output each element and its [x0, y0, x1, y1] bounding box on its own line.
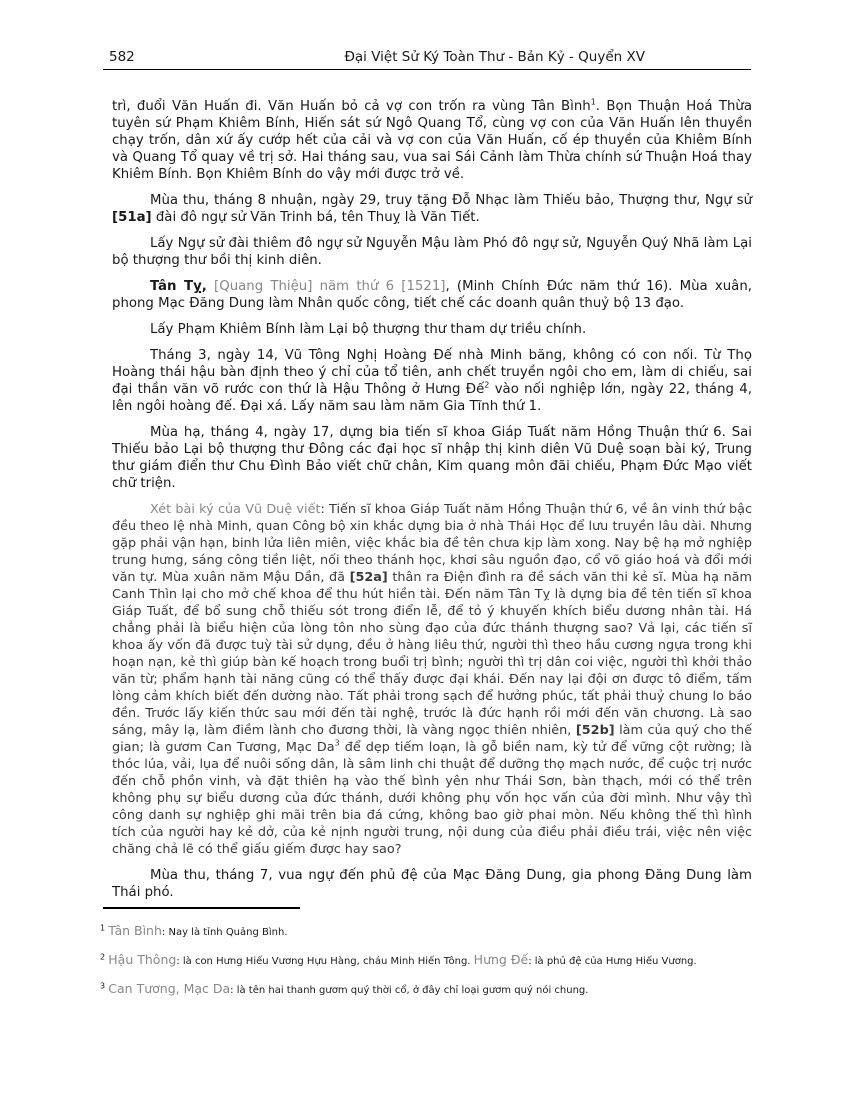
commentary-text-c: làm của quý cho thế gian; là gươm Can Tương, Mạc Da: [112, 723, 752, 755]
commentary-text-d: để dẹp tiếm loạn, là gỗ biền nam, kỳ tử để vững cột rường; là thóc lúa, vải, lụa để nuôi sống dân, là sâm linh chi thuật để dưỡng thọ mạch nước, để cuộc trị nước đến chỗ phồn vinh, và đặt thiên hạ vào thế bình yên như Thái Sơn, bàn thạch, mới có thể trên không phụ sự biểu dương của đức thánh, dưới không phụ vốn học vấn của đời mình. Như vậy thì công danh sự nghiệp ghi mãi trên bia đá cứng, không bao giờ phai mòn. Nếu không thế thì hình tích của người hay kẻ dở, của kẻ nịnh người trung, nội dung của điều phải điều trái, việc nên việc chăng chả lẽ có thể giấu giếm được hay sao?: [112, 740, 752, 857]
footnote-term: Can Tương, Mạc Da: [108, 981, 231, 996]
paragraph-2-text-a: Mùa thu, tháng 8 nhuận, ngày 29, truy tặng Đỗ Nhạc làm Thiếu bảo, Thượng thư, Ngự sử: [150, 193, 752, 208]
commentary-text-b: thân ra Điện đình ra đề sách văn thi kẻ sĩ. Mùa hạ năm Canh Thìn lại cho mở chế khoa để thu hút hiền tài. Đến năm Tân Tỵ là dựng bia đề tên tiến sĩ khoa Giáp Tuất, để bổ sung chỗ thiếu sót trong điển lễ, để tỏ ý khuyến khích biểu dương nhân tài. Há chẳng phải là biểu hiện của lòng tôn nho sùng đạo của đức thánh thượng sao? Vả lại, các tiến sĩ khoa ấy vốn đã được tuỳ tài sử dụng, đều ở hàng liêu thứ, người thì theo hầu cương ngựa trong khi hoạn nạn, kẻ thì giúp bàn kế hoạch trong buổi trị bình; người thì trị dân coi việc, người thì khởi thảo văn từ; phẩm hạnh tài năng cũng có thể thấy được đại khái. Đến nay lại đội ơn được tô điểm, tấm lòng cảm khích biết đến dường nào. Tất phải trong sạch để hưởng phúc, tất phải thuỷ chung lo báo đền. Trước lấy kiến thức sau mới đến tài nghệ, trước là đức hạnh rồi mới đến văn chương. Là sao sáng, mây lạ, làm điềm lành cho đương thời, là vàng ngọc thiên nhiên,: [112, 570, 752, 738]
paragraph-4-text: , (Minh Chính Đức năm thứ 16). Mùa xuân, phong Mạc Đăng Dung làm Nhân quốc công, tiết chế các doanh quân thuỷ bộ 13 đạo.: [112, 279, 752, 311]
footnote-number: 1: [100, 923, 106, 933]
footnote-text: : là con Hưng Hiếu Vương Hựu Hàng, cháu Minh Hiến Tông.: [176, 956, 474, 967]
paragraph-3: Lấy Ngự sử đài thiêm đô ngự sử Nguyễn Mậu làm Phó đô ngự sử, Nguyễn Quý Nhã làm Lại bộ thượng thư bồi thị kinh diên.: [112, 236, 752, 268]
commentary-lead: Xét bài ký của Vũ Duệ viết: [150, 502, 321, 517]
running-title: Đại Việt Sử Ký Toàn Thư - Bản Kỷ - Quyển XV: [344, 49, 645, 65]
page-number: 582: [109, 49, 135, 65]
main-text: [112, 98, 752, 910]
footnote-text: : Nay là tỉnh Quảng Bình.: [161, 927, 288, 938]
footnote-ref-1[interactable]: 1: [590, 97, 596, 107]
folio-marker-51a: [51a]: [112, 210, 152, 225]
paragraph-2: [112, 192, 752, 226]
year-heading: Tân Tỵ,: [150, 279, 207, 294]
paragraph-7: Mùa hạ, tháng 4, ngày 17, dựng bia tiến sĩ khoa Giáp Tuất năm Hồng Thuận thứ 6. Sai Thiếu bảo Lại bộ thượng thư Đông các đại học sĩ nhập thị kinh diên Vũ Duệ soạn bài ký, Trung thư giám điển thư Chu Đình Bảo viết chữ chân, Kim quang môn đãi chiếu, Phạm Đức Mạo viết chữ triện.: [112, 425, 752, 491]
footnote-3: [100, 982, 750, 998]
footnotes: [100, 924, 750, 1011]
footnote-divider: [103, 907, 300, 909]
footnote-text: : là tên hai thanh gươm quý thời cổ, ở đây chỉ loại gươm quý nói chung.: [230, 985, 589, 996]
page-header: [103, 47, 751, 70]
folio-marker-52a: [52a]: [349, 570, 388, 585]
paragraph-5: Lấy Phạm Khiêm Bính làm Lại bộ thượng thư tham dự triều chính.: [150, 322, 587, 337]
commentary-block: [112, 501, 752, 858]
footnote-number: 2: [100, 952, 106, 962]
footnote-term: Hậu Thông: [108, 952, 177, 967]
footnote-1: [100, 924, 750, 940]
paragraph-6: [112, 347, 752, 415]
footnote-ref-3[interactable]: 3: [334, 738, 340, 748]
footnote-2: [100, 953, 750, 969]
paragraph-4: [112, 278, 752, 312]
footnote-term-2: Hưng Đế: [473, 952, 529, 967]
footnote-ref-2[interactable]: 2: [484, 380, 490, 390]
paragraph-1: [112, 98, 752, 183]
commentary-text-a: : Tiến sĩ khoa Giáp Tuất năm Hồng Thuận thứ 6, về ân vinh thứ bậc đều theo lệ nhà Minh, quan Công bộ xin khắc dựng bia ở nhà Thái Học để lưu truyền lâu dài. Nhưng gặp phải vận hạn, binh lửa liên miên, việc khắc bia đề tên chưa kịp làm xong. Nay bệ hạ mở nghiệp trung hưng, sáng công tiền liệt, nối theo thánh học, khơi sâu nguồn đạo, cổ võ giáo hoá và đổi mới văn tự. Mùa xuân năm Mậu Dần, đã: [112, 502, 753, 585]
footnote-number: 3: [100, 981, 106, 991]
footnote-text-2: : là phủ đệ của Hưng Hiếu Vương.: [528, 956, 697, 967]
paragraph-6-text-a: Tháng 3, ngày 14, Vũ Tông Nghị Hoàng Đế nhà Minh băng, không có con nối. Từ Thọ Hoàng thái hậu bàn định theo ý chỉ của tổ tiên, anh chết truyền ngôi cho em, làm di chiếu, sai đại thần văn võ rước con thứ là Hậu Thông ở Hưng Đế: [112, 348, 752, 397]
paragraph-8: Mùa thu, tháng 7, vua ngự đến phủ đệ của Mạc Đăng Dung, gia phong Đăng Dung làm Thái phó.: [112, 868, 752, 900]
paragraph-1-text-b: . Bọn Thuận Hoá Thừa tuyên sứ Phạm Khiêm Bính, Hiến sát sứ Ngô Quang Tổ, cùng vợ con của Văn Huấn lên thuyền chạy trốn, dân xứ ấy cướp hết của cải và vợ con của Văn Huấn, cố ép thuyền của Khiêm Bính và Quang Tổ quay về trị sở. Hai tháng sau, vua sai Sái Cảnh làm Thừa chính sứ Thuận Hoá thay Khiêm Bính. Bọn Khiêm Bính do vậy mới được trở về.: [112, 99, 752, 182]
paragraph-6-text-b: vào nối nghiệp lớn, ngày 22, tháng 4, lên ngôi hoàng đế. Đại xá. Lấy năm sau làm năm Gia Tĩnh thứ 1.: [112, 382, 752, 414]
folio-marker-52b: [52b]: [575, 723, 615, 738]
paragraph-1-text-a: trì, đuổi Văn Huấn đi. Văn Huấn bỏ cả vợ con trốn ra vùng Tân Bình: [112, 99, 591, 114]
paragraph-2-text-b: đài đô ngự sử Văn Trinh bá, tên Thuỵ là Văn Tiết.: [151, 210, 480, 225]
footnote-term: Tân Bình: [108, 923, 162, 938]
reign-year: [Quang Thiệu] năm thứ 6 [1521]: [206, 279, 446, 294]
